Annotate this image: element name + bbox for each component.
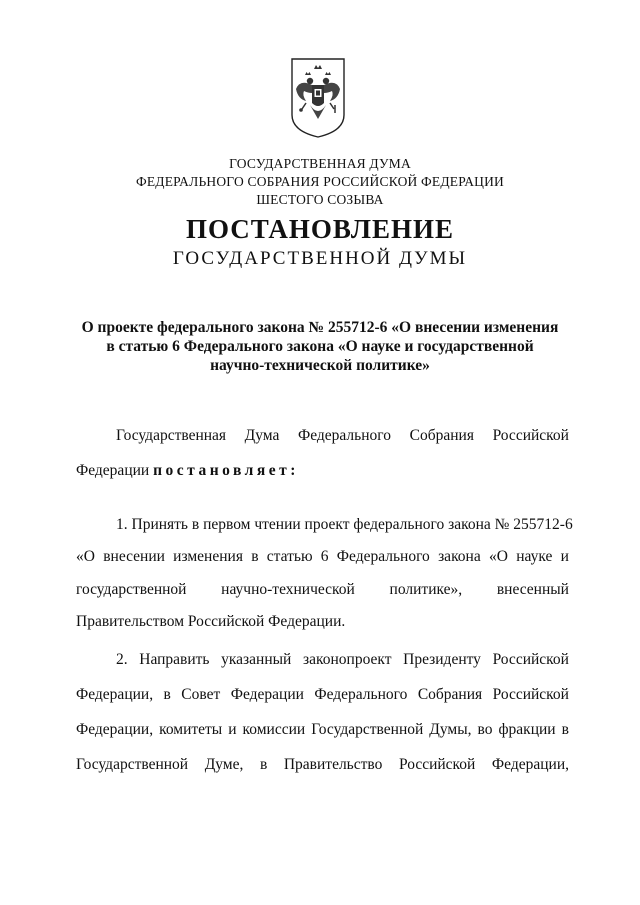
word: Государственной <box>76 756 189 773</box>
word: внесении <box>103 548 165 565</box>
word: Федерального <box>336 548 430 565</box>
word: Думы, <box>429 721 472 738</box>
word: Направить <box>139 651 210 668</box>
word: Федерального <box>297 427 392 444</box>
document-type: ПОСТАНОВЛЕНИЕ <box>185 214 455 244</box>
word: во <box>477 721 493 738</box>
p2-line-3 <box>76 721 569 739</box>
word: 2. <box>116 651 128 668</box>
word: законопроект <box>302 651 392 668</box>
word: «О <box>488 548 508 565</box>
word: Российской <box>492 427 569 444</box>
word: Российской <box>492 651 569 668</box>
p1-line-2 <box>76 548 569 566</box>
word: в <box>259 756 268 773</box>
issuing-body <box>0 155 640 209</box>
document-subject <box>60 318 580 375</box>
word: политике», <box>389 581 463 598</box>
subject-line-2: в статью 6 Федерального закона «О науке и государственной <box>106 338 534 355</box>
word: и <box>228 721 237 738</box>
word: и <box>560 548 569 565</box>
word: Совет <box>181 686 221 703</box>
p2-line-1 <box>116 651 569 669</box>
word: в <box>561 721 569 738</box>
word: Федерации <box>230 686 304 703</box>
p1-line-3 <box>76 581 569 599</box>
word: Государственная <box>116 427 227 444</box>
p2-line-2 <box>76 686 569 704</box>
word: Государственной <box>311 721 424 738</box>
word: комитеты <box>159 721 223 738</box>
document-issuer: ГОСУДАРСТВЕННОЙ ДУМЫ <box>172 248 468 269</box>
word: закона <box>438 548 481 565</box>
p1-line-1: 1. Принять в первом чтении проект федерального закона № 255712-6 <box>116 516 573 533</box>
word: Федерации, <box>76 721 154 738</box>
word: Федерального <box>314 686 408 703</box>
p1-line-4: Правительством Российской Федерации. <box>76 613 346 630</box>
word: Собрания <box>409 427 474 444</box>
org-line-3: ШЕСТОГО СОЗЫВА <box>256 192 384 207</box>
resolves-verb: постановляет: <box>153 462 299 479</box>
word: научно-технической <box>221 581 355 598</box>
word: статью <box>266 548 313 565</box>
subject-line-1: О проекте федерального закона № 255712-6 «О внесении изменения <box>81 319 559 336</box>
p2-line-4 <box>76 756 569 774</box>
word: изменения <box>173 548 243 565</box>
word: «О <box>76 548 95 565</box>
word: Собрания <box>417 686 483 703</box>
word: указанный <box>221 651 292 668</box>
word: 6 <box>320 548 329 565</box>
word: в <box>251 548 259 565</box>
coat-of-arms-icon <box>288 57 348 139</box>
org-line-2: ФЕДЕРАЛЬНОГО СОБРАНИЯ РОССИЙСКОЙ ФЕДЕРАЦИИ <box>136 174 504 189</box>
word: Российской <box>492 686 569 703</box>
word: комиссии <box>242 721 306 738</box>
word: Федерации, <box>491 756 569 773</box>
word: Президенту <box>403 651 481 668</box>
word: государственной <box>76 581 187 598</box>
word: Федерации, <box>76 686 154 703</box>
word: фракции <box>498 721 556 738</box>
intro-line-2 <box>76 462 569 480</box>
word: науке <box>516 548 553 565</box>
word: Российской <box>398 756 476 773</box>
word: Думе, <box>204 756 244 773</box>
word: Правительство <box>283 756 383 773</box>
intro-line-1 <box>116 427 569 445</box>
intro-prefix: Федерации <box>76 462 150 479</box>
word: внесенный <box>496 581 569 598</box>
subject-line-3: научно-технической политике» <box>210 357 430 374</box>
org-line-1: ГОСУДАРСТВЕННАЯ ДУМА <box>229 156 411 171</box>
word: в <box>163 686 171 703</box>
word: Дума <box>244 427 280 444</box>
